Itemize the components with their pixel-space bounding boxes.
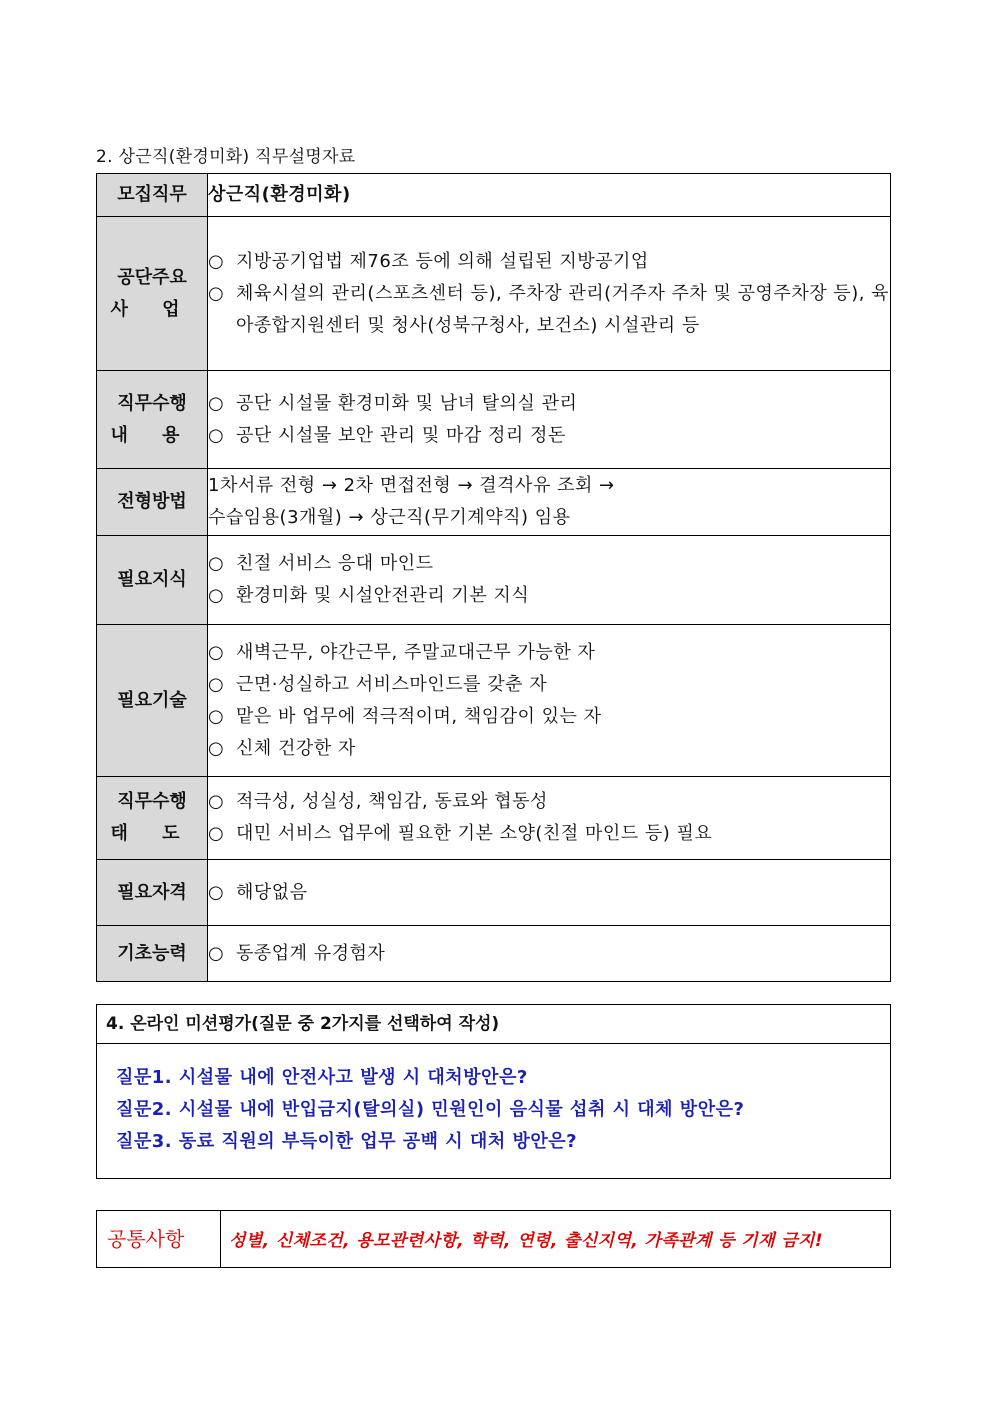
list-item: ○ 공단 시설물 보안 관리 및 마감 정리 정돈	[208, 424, 566, 446]
table-row-knowledge	[97, 536, 891, 625]
duties-list	[208, 371, 891, 469]
list-item: ○ 맡은 바 업무에 적극적이며, 책임감이 있는 자	[208, 705, 602, 727]
list-item: ○ 적극성, 성실성, 책임감, 동료와 협동성	[208, 791, 548, 812]
list-item: ○ 대민 서비스 업무에 필요한 기본 소양(친절 마인드 등) 필요	[208, 823, 713, 844]
question-item: 질문3. 동료 직원의 부득이한 업무 공백 시 대처 방안은?	[116, 1131, 578, 1152]
row-label: 전형방법	[97, 469, 208, 536]
table-row-qualification	[97, 860, 891, 926]
list-item: ○ 친절 서비스 응대 마인드	[208, 553, 434, 574]
row-label: 필요자격	[97, 860, 208, 926]
row-label: 직무수행 태 도	[97, 777, 208, 860]
row-label: 필요기술	[97, 625, 208, 777]
position-value: 상근직(환경미화)	[208, 174, 891, 217]
common-notice-text: 성별, 신체조건, 용모관련사항, 학력, 연령, 출신지역, 가족관계 등 기재 금지!	[229, 1231, 824, 1251]
section-title: 2. 상근직(환경미화) 직무설명자료	[96, 147, 356, 167]
mission-title: 4. 온라인 미션평가(질문 중 2가지를 선택하여 작성)	[97, 1005, 890, 1044]
mission-box	[96, 1004, 891, 1179]
table-row-position	[97, 174, 891, 217]
table-row-duties	[97, 371, 891, 469]
row-label: 기초능력	[97, 926, 208, 982]
table-row-selection	[97, 469, 891, 536]
row-label: 공단주요 사 업	[97, 217, 208, 371]
question-item: 질문1. 시설물 내에 안전사고 발생 시 대처방안은?	[116, 1067, 528, 1088]
list-item: ○ 해당없음	[208, 881, 308, 903]
business-list	[208, 217, 891, 371]
question-item: 질문2. 시설물 내에 반입금지(탈의실) 민원인이 음식물 섭취 시 대체 방안은?	[116, 1099, 745, 1120]
list-item: ○ 새벽근무, 야간근무, 주말교대근무 가능한 자	[208, 641, 596, 663]
attitude-list	[208, 777, 891, 860]
list-item: ○ 동종업계 유경험자	[208, 942, 386, 964]
row-label: 모집직무	[97, 174, 208, 217]
list-item: ○ 환경미화 및 시설안전관리 기본 지식	[208, 585, 530, 606]
skills-list	[208, 625, 891, 777]
table-row-attitude	[97, 777, 891, 860]
list-item: ○ 근면·성실하고 서비스마인드를 갖춘 자	[208, 673, 548, 695]
selection-process: 1차서류 전형 → 2차 면접전형 → 결격사유 조회 → 수습임용(3개월) → 상근직(무기계약직) 임용	[208, 469, 891, 536]
table-row-basic-ability	[97, 926, 891, 982]
basic-ability-list	[208, 926, 891, 982]
common-notice-box	[96, 1210, 891, 1268]
table-row-skills	[97, 625, 891, 777]
row-label: 필요지식	[97, 536, 208, 625]
list-item: ○ 신체 건강한 자	[208, 737, 356, 759]
row-label: 직무수행 내 용	[97, 371, 208, 469]
knowledge-list	[208, 536, 891, 625]
list-item: ○ 지방공기업법 제76조 등에 의해 설립된 지방공기업	[208, 250, 649, 272]
qualification-list	[208, 860, 891, 926]
job-description-table	[96, 173, 891, 982]
list-item: ○ 공단 시설물 환경미화 및 남녀 탈의실 관리	[208, 392, 578, 414]
list-item: ○ 체육시설의 관리(스포츠센터 등), 주차장 관리(거주자 주차 및 공영주차장 등), 육아종합지원센터 및 청사(성북구청사, 보건소) 시설관리 등	[208, 282, 890, 336]
mission-questions	[97, 1044, 890, 1178]
table-row-business	[97, 217, 891, 371]
common-notice-label: 공통사항	[97, 1211, 221, 1267]
